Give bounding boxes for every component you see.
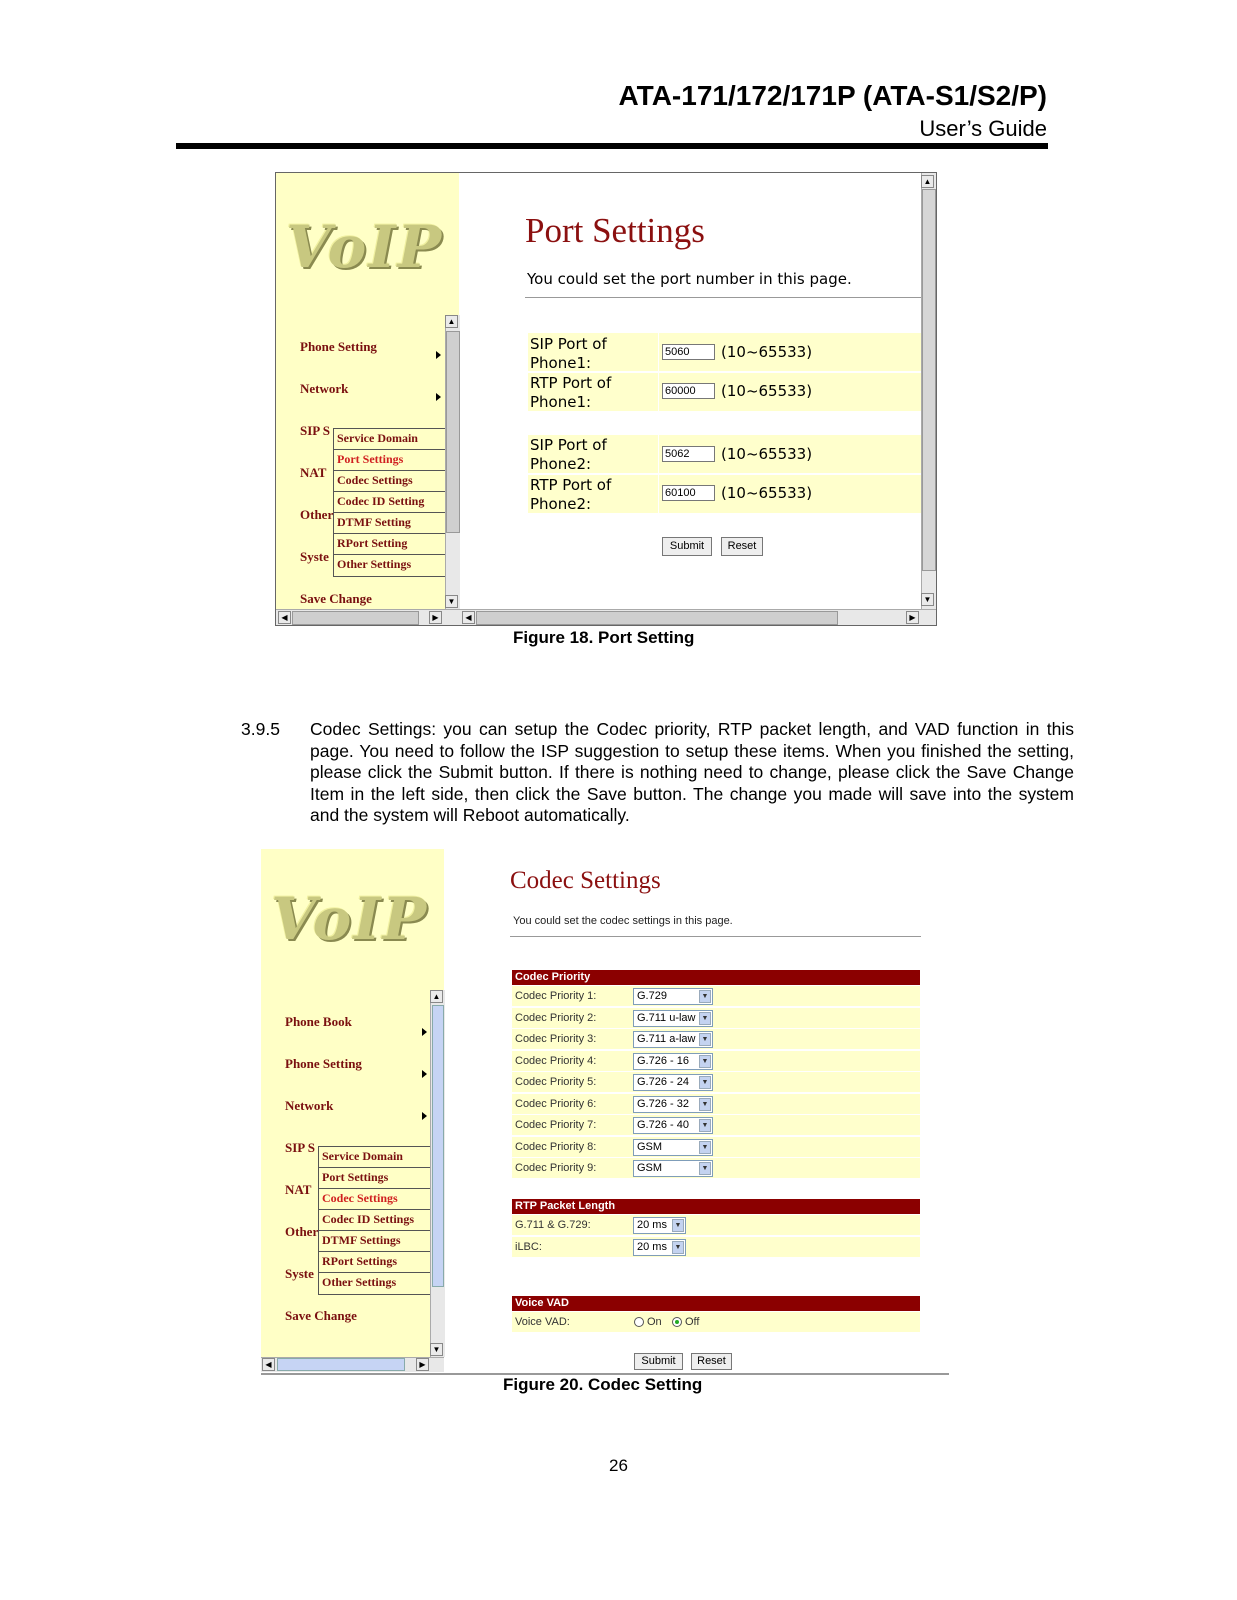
rtp-port-phone1-row <box>528 373 921 411</box>
divider <box>658 373 659 411</box>
row-label: G.711 & G.729: <box>515 1219 591 1231</box>
scroll-right-icon[interactable]: ▶ <box>416 1358 429 1371</box>
scroll-left-icon[interactable]: ◀ <box>262 1358 275 1371</box>
menu-phone-setting[interactable]: Phone Setting <box>285 1056 362 1071</box>
scroll-left-icon[interactable]: ◀ <box>462 611 475 624</box>
row-label: SIP Port of Phone1: <box>530 335 607 372</box>
divider <box>510 936 921 937</box>
sip-submenu <box>333 428 446 577</box>
codec-priority-7-select[interactable]: G.726 - 40 ▼ <box>633 1117 713 1134</box>
submenu-rport-settings[interactable]: RPort Settings <box>319 1252 430 1273</box>
menu-network[interactable]: Network <box>300 381 349 396</box>
range-hint: (10~65533) <box>721 343 813 361</box>
codec-priority-row <box>512 1008 920 1028</box>
codec-priority-6-select[interactable]: G.726 - 32 ▼ <box>633 1096 713 1113</box>
range-hint: (10~65533) <box>721 445 813 463</box>
submenu-codec-id-settings[interactable]: Codec ID Settings <box>319 1210 430 1231</box>
scroll-left-icon[interactable]: ◀ <box>278 611 291 624</box>
submenu-port-settings[interactable]: Port Settings <box>319 1168 430 1189</box>
chevron-down-icon: ▼ <box>699 1119 711 1132</box>
page-description: You could set the port number in this page. <box>527 270 852 288</box>
vad-off-radio[interactable] <box>672 1317 682 1327</box>
submit-button[interactable]: Submit <box>634 1353 683 1370</box>
codec-priority-4-select[interactable]: G.726 - 16 ▼ <box>633 1053 713 1070</box>
divider <box>658 435 659 473</box>
figure-18-caption: Figure 18. Port Setting <box>513 628 695 647</box>
divider <box>658 333 659 371</box>
submenu-service-domain[interactable]: Service Domain <box>319 1147 430 1168</box>
codec-settings-screenshot <box>261 849 949 1375</box>
submenu-dtmf-setting[interactable]: DTMF Setting <box>334 513 445 534</box>
codec-priority-9-select[interactable]: GSM ▼ <box>633 1160 713 1177</box>
row-label: Codec Priority 5: <box>515 1076 597 1088</box>
document-subtitle: User’s Guide <box>919 116 1047 141</box>
row-label: Codec Priority 2: <box>515 1011 597 1024</box>
menu-network[interactable]: Network <box>285 1098 334 1113</box>
vad-on-label: On <box>647 1316 662 1328</box>
row-label: Codec Priority 8: <box>515 1140 597 1153</box>
section-number: 3.9.5 <box>241 719 280 739</box>
row-label: Codec Priority 3: <box>515 1033 597 1045</box>
scroll-thumb[interactable] <box>922 189 936 571</box>
range-hint: (10~65533) <box>721 382 813 400</box>
voice-vad-header: Voice VAD <box>512 1296 920 1311</box>
submenu-dtmf-settings[interactable]: DTMF Settings <box>319 1231 430 1252</box>
rtp-packet-length-header: RTP Packet Length <box>512 1199 920 1214</box>
submenu-service-domain[interactable]: Service Domain <box>334 429 445 450</box>
chevron-down-icon: ▼ <box>699 1055 711 1068</box>
chevron-right-icon <box>422 1028 427 1036</box>
sip-port-phone1-input[interactable] <box>662 344 715 360</box>
reset-button[interactable]: Reset <box>691 1353 732 1370</box>
rtp-row <box>512 1215 920 1235</box>
menu-system[interactable]: Syste <box>285 1266 314 1281</box>
submenu-codec-id-setting[interactable]: Codec ID Setting <box>334 492 445 513</box>
divider <box>525 297 921 298</box>
voip-logo: VoIP <box>286 213 444 281</box>
row-label: RTP Port of Phone2: <box>530 476 612 513</box>
submenu-codec-settings[interactable]: Codec Settings <box>319 1189 430 1210</box>
sip-submenu <box>318 1146 431 1295</box>
submenu-rport-setting[interactable]: RPort Setting <box>334 534 445 555</box>
codec-priority-1-select[interactable]: G.729 ▼ <box>633 988 713 1005</box>
rtp-port-phone2-input[interactable] <box>662 485 715 501</box>
menu-other[interactable]: Other <box>300 507 334 522</box>
scroll-up-icon[interactable]: ▲ <box>430 990 443 1003</box>
scroll-right-icon[interactable]: ▶ <box>906 611 919 624</box>
scroll-up-icon[interactable]: ▲ <box>445 315 458 328</box>
scroll-down-icon[interactable]: ▼ <box>430 1343 443 1356</box>
chevron-down-icon: ▼ <box>699 1098 711 1111</box>
rtp-row <box>512 1237 920 1257</box>
row-label: SIP Port of Phone2: <box>530 436 607 473</box>
codec-priority-row <box>512 1094 920 1114</box>
row-label: Codec Priority 6: <box>515 1097 597 1110</box>
rtp-g711-g729-select[interactable]: 20 ms ▼ <box>633 1217 686 1234</box>
codec-priority-row <box>512 1115 920 1135</box>
scroll-thumb[interactable] <box>432 1005 444 1287</box>
chevron-down-icon: ▼ <box>672 1219 684 1232</box>
menu-system[interactable]: Syste <box>300 549 329 564</box>
submit-button[interactable]: Submit <box>662 537 712 556</box>
page-number: 26 <box>609 1456 628 1475</box>
scroll-up-icon[interactable]: ▲ <box>921 175 934 188</box>
codec-priority-row <box>512 986 920 1006</box>
row-label: Codec Priority 4: <box>515 1054 597 1067</box>
codec-priority-row <box>512 1072 920 1092</box>
document-title: ATA-171/172/171P (ATA-S1/S2/P) <box>618 80 1047 111</box>
codec-priority-5-select[interactable]: G.726 - 24 ▼ <box>633 1074 713 1091</box>
chevron-down-icon: ▼ <box>699 990 711 1003</box>
reset-button[interactable]: Reset <box>721 537 763 556</box>
sip-port-phone2-input[interactable] <box>662 446 715 462</box>
menu-sip-settings[interactable]: SIP S <box>285 1140 315 1155</box>
chevron-down-icon: ▼ <box>699 1012 711 1025</box>
row-label: RTP Port of Phone1: <box>530 374 612 411</box>
menu-save-change[interactable]: Save Change <box>285 1308 357 1323</box>
codec-priority-row <box>512 1158 920 1178</box>
menu-other[interactable]: Other <box>285 1224 319 1239</box>
chevron-right-icon <box>436 351 441 359</box>
chevron-down-icon: ▼ <box>699 1033 711 1046</box>
header-rule <box>176 143 1048 149</box>
sip-port-phone1-row <box>528 333 921 371</box>
chevron-right-icon <box>422 1112 427 1120</box>
scroll-down-icon[interactable]: ▼ <box>921 593 934 606</box>
chevron-down-icon: ▼ <box>672 1241 684 1254</box>
voip-logo: VoIP <box>271 885 429 953</box>
row-label: Codec Priority 7: <box>515 1119 597 1131</box>
row-label: iLBC: <box>515 1241 542 1253</box>
scroll-thumb[interactable] <box>446 331 460 533</box>
scroll-thumb[interactable] <box>277 1358 405 1371</box>
row-label: Voice VAD: <box>515 1316 570 1328</box>
vad-off-label: Off <box>685 1316 700 1328</box>
page-title: Codec Settings <box>510 867 661 894</box>
scroll-thumb[interactable] <box>292 611 419 625</box>
submenu-codec-settings[interactable]: Codec Settings <box>334 471 445 492</box>
section-paragraph: Codec Settings: you can setup the Codec priority, RTP packet length, and VAD function in this page. You need to follow the ISP suggestion to setup these items. When you finished the setting, please click the Submit button. If there is nothing need to change, please click the Save Change Item in the left side, then click the Save button. The change you made will save into the system and the system will Reboot automatically. <box>310 719 1074 826</box>
row-label: Codec Priority 1: <box>515 990 597 1002</box>
codec-priority-row <box>512 1029 920 1049</box>
scroll-right-icon[interactable]: ▶ <box>429 611 442 624</box>
vad-on-radio[interactable] <box>634 1317 644 1327</box>
figure-20-caption: Figure 20. Codec Setting <box>503 1375 703 1394</box>
menu-nat[interactable]: NAT <box>285 1182 312 1197</box>
scroll-thumb[interactable] <box>476 611 838 625</box>
menu-phone-book[interactable]: Phone Book <box>285 1014 352 1029</box>
scroll-down-icon[interactable]: ▼ <box>445 595 458 608</box>
submenu-port-settings[interactable]: Port Settings <box>334 450 445 471</box>
row-label: Codec Priority 9: <box>515 1162 597 1174</box>
page-description: You could set the codec settings in this page. <box>513 915 733 927</box>
divider <box>658 475 659 513</box>
submenu-other-settings[interactable]: Other Settings <box>337 557 412 571</box>
chevron-down-icon: ▼ <box>699 1141 711 1154</box>
codec-priority-header: Codec Priority <box>512 970 920 985</box>
rtp-port-phone1-input[interactable] <box>662 383 715 399</box>
codec-priority-row <box>512 1051 920 1071</box>
submenu-other-settings[interactable]: Other Settings <box>322 1275 397 1289</box>
range-hint: (10~65533) <box>721 484 813 502</box>
page-title: Port Settings <box>525 211 705 250</box>
sip-port-phone2-row <box>528 435 921 473</box>
menu-nat[interactable]: NAT <box>300 465 327 480</box>
rtp-port-phone2-row <box>528 475 921 513</box>
rtp-ilbc-select[interactable]: 20 ms ▼ <box>633 1239 686 1256</box>
chevron-right-icon <box>422 1070 427 1078</box>
chevron-down-icon: ▼ <box>699 1162 711 1175</box>
chevron-right-icon <box>436 393 441 401</box>
codec-priority-8-select[interactable]: GSM ▼ <box>633 1139 713 1156</box>
codec-priority-2-select[interactable]: G.711 u-law ▼ <box>633 1010 713 1027</box>
chevron-down-icon: ▼ <box>699 1076 711 1089</box>
port-settings-screenshot <box>275 172 937 626</box>
vad-row <box>512 1312 920 1332</box>
menu-phone-setting[interactable]: Phone Setting <box>300 339 377 354</box>
menu-sip-settings[interactable]: SIP S <box>300 423 330 438</box>
codec-priority-row <box>512 1137 920 1157</box>
menu-save-change[interactable]: Save Change <box>300 591 372 606</box>
codec-priority-3-select[interactable]: G.711 a-law ▼ <box>633 1031 713 1048</box>
